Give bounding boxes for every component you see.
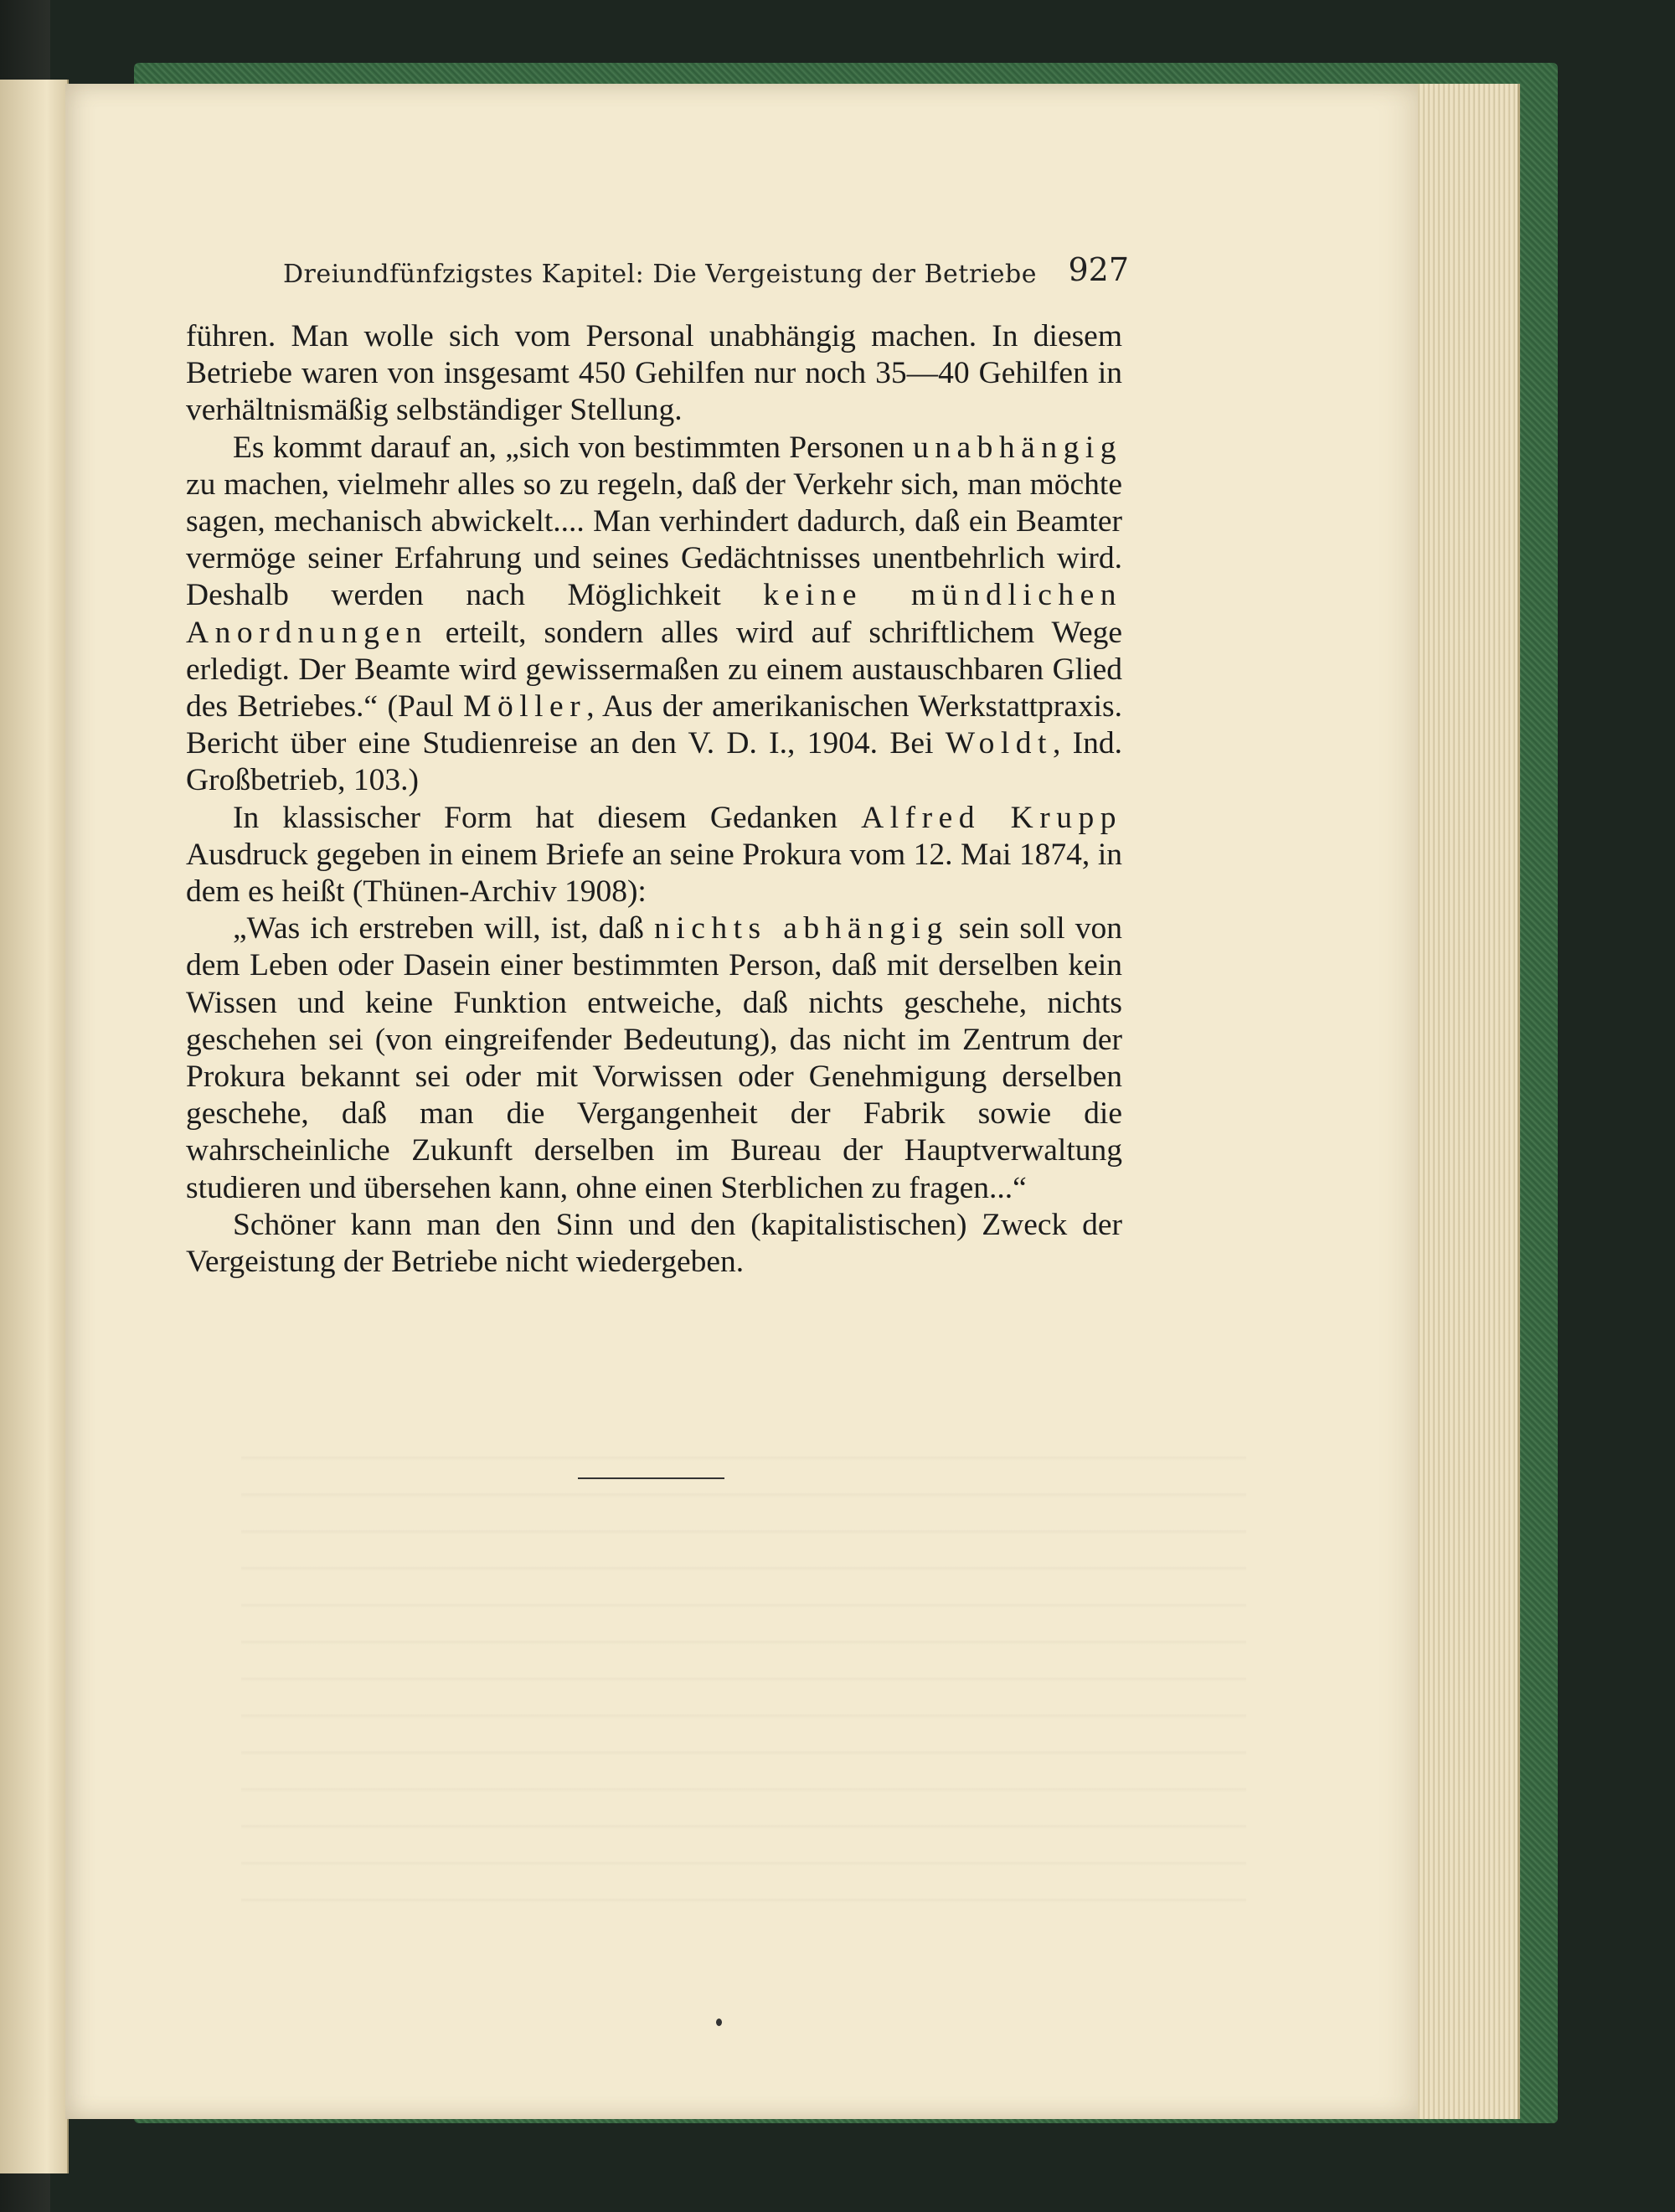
text-run: Ausdruck gegeben in einem Briefe an seine Prokura vom 12. Mai 1874, in dem es heißt (Thünen-Archiv 1908): [186,837,1122,910]
running-head [283,251,1129,302]
emphasis: nichts abhängig [654,911,949,946]
text-run: zu machen, vielmehr alles so zu regeln, daß der Verkehr sich, man möchte sagen, mechanisch abwickelt.... Man verhindert dadurch, daß ein Beamter vermöge seiner Erfahrung und seines Gedächtnisses unentbehrlich wird. Deshalb werden nach Möglichkeit [186,467,1122,613]
text-run: Es kommt darauf an, „sich von bestimmten Personen [233,430,914,465]
paragraph-5: Schöner kann man den Sinn und den (kapitalistischen) Zweck der Vergeistung der Betriebe nicht wiedergeben. [186,1207,1122,1280]
ink-dot [716,2019,722,2026]
text-run: In klassischer Form hat diesem Gedanken [233,800,862,835]
text-run: , Ind. Großbetrieb, 103.) [186,726,1122,798]
paragraph-1: führen. Man wolle sich vom Personal unabhängig machen. In diesem Betriebe waren von insgesamt 450 Gehilfen nur noch 35—40 Gehilfen in verhältnismäßig selbständiger Stellung. [186,319,1122,428]
paragraph-4 [186,910,1122,1207]
emphasis: keine mündlichen Anordnungen [186,578,1122,650]
text-run: sein soll von dem Leben oder Dasein einer bestimmten Person, daß mit derselben kein Wissen und keine Funktion entweiche, daß nichts geschehe, nichts geschehen sei (von eingreifender Bedeutung), das nicht im Zentrum der Prokura bekannt sei oder mit Vorwissen oder Genehmigung derselben geschehe, daß man die Vergangenheit der Fabrik sowie die wahrscheinliche Zukunft derselben im Bureau der Hauptverwaltung studieren und übersehen kann, ohne einen Sterblichen zu fragen...“ [186,911,1123,1205]
paragraph-3 [186,800,1122,911]
emphasis: unabhängig [913,430,1122,465]
show-through-text [241,1424,1246,1926]
author-name: Möller [463,689,587,724]
text-run: „Was ich erstreben will, ist, daß [233,911,655,946]
author-name: Woldt [945,726,1053,761]
person-name: Alfred Krupp [861,800,1122,835]
page-number: 927 [1068,251,1129,288]
paragraph-2 [186,430,1122,800]
text-run: , Aus der amerikanischen Werkstattpraxis. Bericht über eine Studienreise an den V. D. I., 1904. Bei [186,689,1123,761]
chapter-title: Dreiundfünfzigstes Kapitel: Die Vergeistung der Betriebe [283,260,1037,289]
left-page-edge [0,80,69,2173]
section-rule [578,1477,724,1479]
text-run: erteilt, sondern alles wird auf schriftlichem Wege erledigt. Der Beamte wird gewissermaßen zu einem austauschbaren Glied des Betriebes.“ (Paul [186,615,1122,724]
body-text [186,318,1122,1281]
